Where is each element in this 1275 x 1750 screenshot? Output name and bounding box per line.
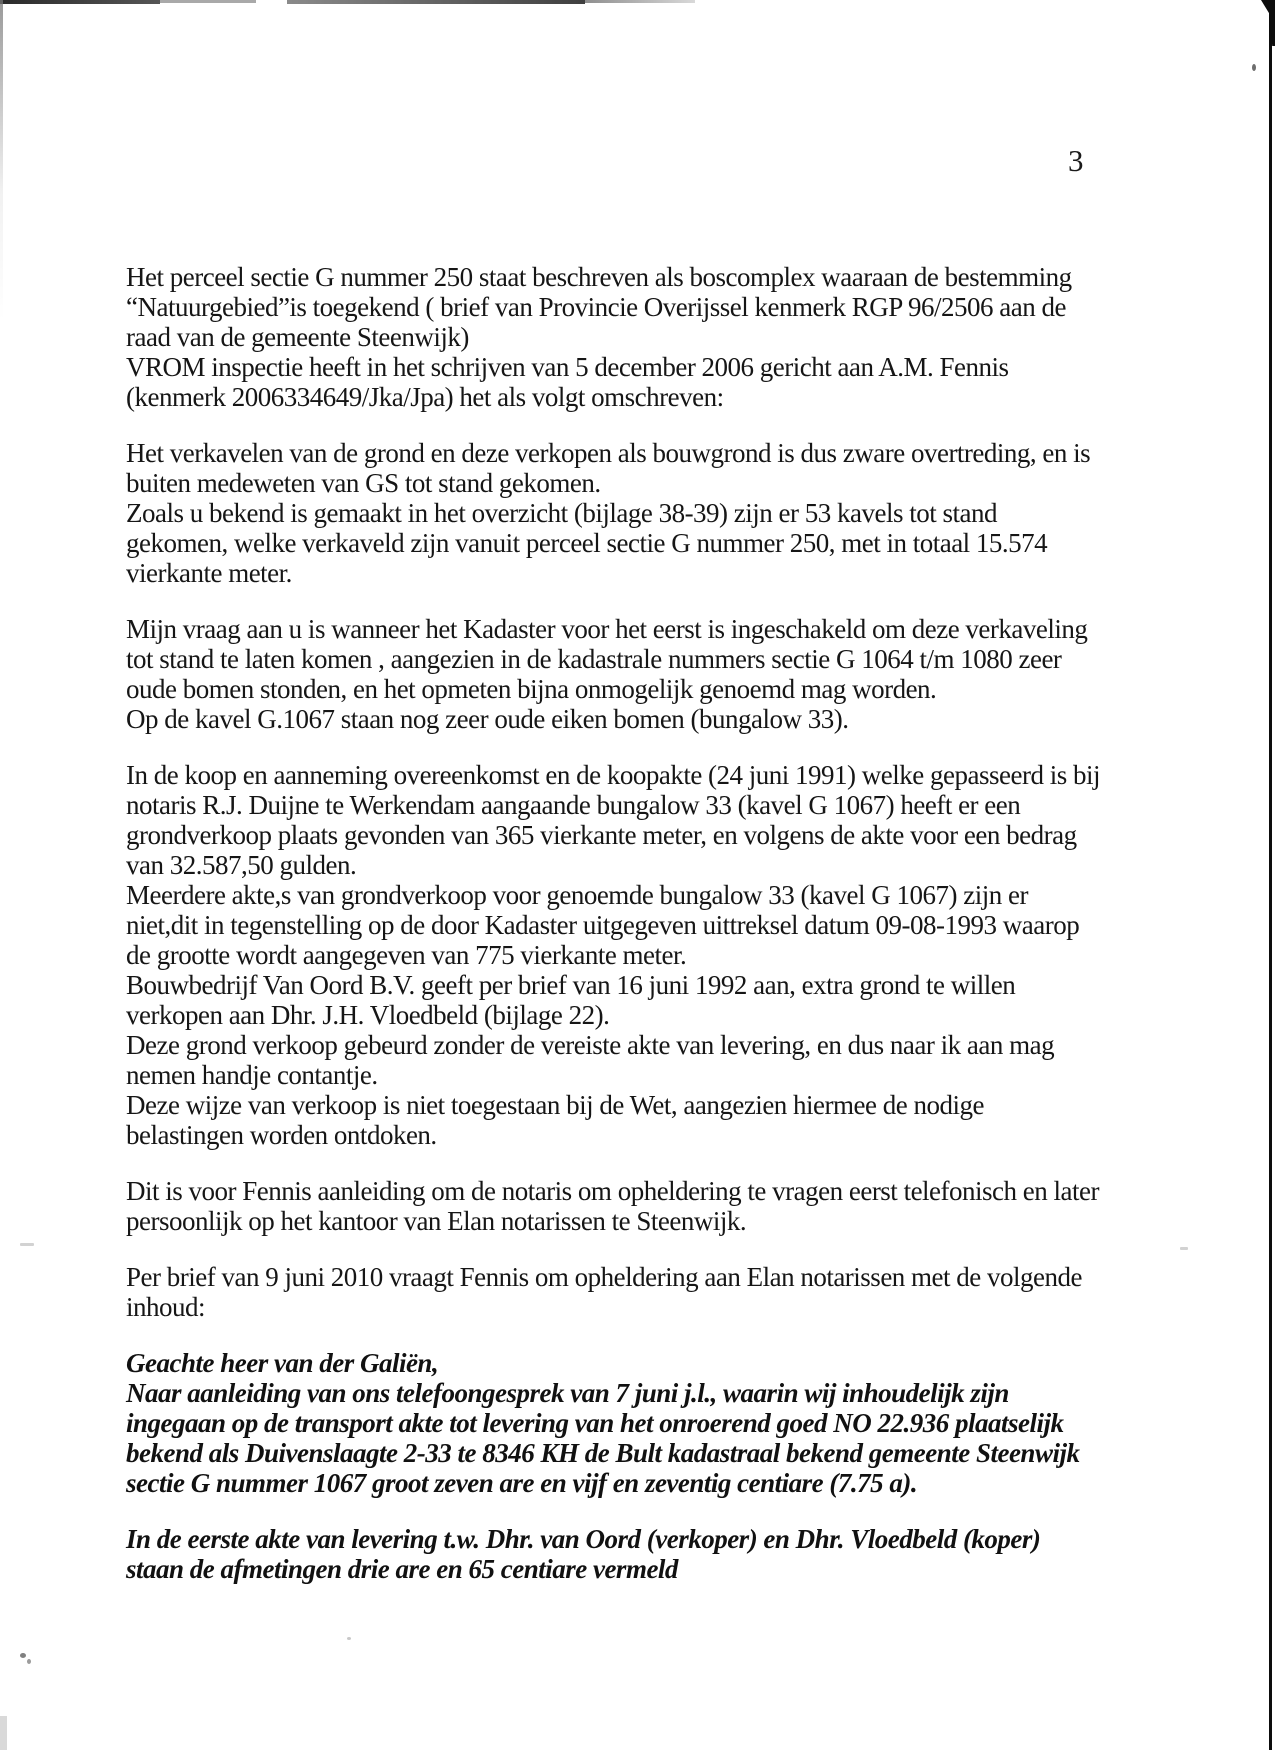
- paragraph-2: [126, 438, 1186, 588]
- text-line: niet,dit in tegenstelling op de door Kadaster uitgegeven uittreksel datum 09-08-1993 waarop: [126, 910, 1080, 940]
- page-number: 3: [1068, 143, 1084, 178]
- text-line: Deze wijze van verkoop is niet toegestaan bij de Wet, aangezien hiermee de nodige: [126, 1090, 984, 1120]
- paragraph-5: [126, 1176, 1186, 1236]
- text-line: verkopen aan Dhr. J.H. Vloedbeld (bijlage 22).: [126, 1000, 610, 1030]
- scan-speck: [1252, 64, 1256, 71]
- text-line: inhoud:: [126, 1292, 206, 1322]
- scan-artifact-top-strip: [0, 0, 160, 4]
- text-line: oude bomen stonden, en het opmeten bijna onmogelijk genoemd mag worden.: [126, 674, 937, 704]
- scan-artifact-left-edge: [0, 0, 3, 320]
- text-line: Zoals u bekend is gemaakt in het overzicht (bijlage 38-39) zijn er 53 kavels tot stand: [126, 498, 997, 528]
- text-line: “Natuurgebied”is toegekend ( brief van Provincie Overijssel kenmerk RGP 96/2506 aan de: [126, 292, 1066, 322]
- text-line: belastingen worden ontdoken.: [126, 1120, 437, 1150]
- text-line: In de koop en aanneming overeenkomst en de koopakte (24 juni 1991) welke gepasseerd is bij: [126, 760, 1100, 790]
- paragraph-1: [126, 262, 1186, 412]
- text-line: Per brief van 9 juni 2010 vraagt Fennis om opheldering aan Elan notarissen met de volgende: [126, 1262, 1082, 1292]
- document-body: [126, 262, 1186, 1610]
- paragraph-8: [126, 1524, 1186, 1584]
- text-line: bekend als Duivenslaagte 2-33 te 8346 KH de Bult kadastraal bekend gemeente Steenwijk: [126, 1438, 1080, 1468]
- text-line: sectie G nummer 1067 groot zeven are en vijf en zeventig centiare (7.75 a).: [126, 1468, 918, 1498]
- text-line: Geachte heer van der Galiën,: [126, 1348, 439, 1378]
- text-line: gekomen, welke verkaveld zijn vanuit perceel sectie G nummer 250, met in totaal 15.574: [126, 528, 1048, 558]
- text-line: van 32.587,50 gulden.: [126, 850, 357, 880]
- text-line: buiten medeweten van GS tot stand gekomen.: [126, 468, 601, 498]
- paragraph-4: [126, 760, 1186, 1150]
- text-line: Meerdere akte,s van grondverkoop voor genoemde bungalow 33 (kavel G 1067) zijn er: [126, 880, 1028, 910]
- scan-speck: [20, 1243, 34, 1246]
- text-line: (kenmerk 2006334649/Jka/Jpa) het als volgt omschreven:: [126, 382, 724, 412]
- paragraph-7: [126, 1348, 1186, 1498]
- text-line: persoonlijk op het kantoor van Elan notarissen te Steenwijk.: [126, 1206, 747, 1236]
- text-line: In de eerste akte van levering t.w. Dhr. van Oord (verkoper) en Dhr. Vloedbeld (koper): [126, 1524, 1041, 1554]
- scan-speck: [347, 1637, 351, 1640]
- text-line: Dit is voor Fennis aanleiding om de notaris om opheldering te vragen eerst telefonisch en later: [126, 1176, 1099, 1206]
- text-line: Het verkavelen van de grond en deze verkopen als bouwgrond is dus zware overtreding, en is: [126, 438, 1091, 468]
- text-line: Mijn vraag aan u is wanneer het Kadaster voor het eerst is ingeschakeld om deze verkaveling: [126, 614, 1088, 644]
- text-line: de grootte wordt aangegeven van 775 vierkante meter.: [126, 940, 687, 970]
- text-line: tot stand te laten komen , aangezien in de kadastrale nummers sectie G 1064 t/m 1080 zeer: [126, 644, 1062, 674]
- text-line: raad van de gemeente Steenwijk): [126, 322, 469, 352]
- scan-speck: [27, 1659, 31, 1664]
- text-line: Op de kavel G.1067 staan nog zeer oude eiken bomen (bungalow 33).: [126, 704, 849, 734]
- text-line: Bouwbedrijf Van Oord B.V. geeft per brief van 16 juni 1992 aan, extra grond te willen: [126, 970, 1016, 1000]
- scan-artifact-top-strip: [160, 0, 256, 3]
- text-line: vierkante meter.: [126, 558, 292, 588]
- scan-artifact-bottom-left: [0, 1716, 7, 1750]
- text-line: grondverkoop plaats gevonden van 365 vierkante meter, en volgens de akte voor een bedrag: [126, 820, 1077, 850]
- paragraph-3: [126, 614, 1186, 734]
- text-line: staan de afmetingen drie are en 65 centiare vermeld: [126, 1554, 678, 1584]
- text-line: Naar aanleiding van ons telefoongesprek van 7 juni j.l., waarin wij inhoudelijk zijn: [126, 1378, 1009, 1408]
- text-line: nemen handje contantje.: [126, 1060, 378, 1090]
- text-line: Deze grond verkoop gebeurd zonder de vereiste akte van levering, en dus naar ik aan mag: [126, 1030, 1055, 1060]
- text-line: notaris R.J. Duijne te Werkendam aangaande bungalow 33 (kavel G 1067) heeft er een: [126, 790, 1021, 820]
- scan-artifact-top-strip: [585, 0, 695, 3]
- text-line: ingegaan op de transport akte tot levering van het onroerend goed NO 22.936 plaatselijk: [126, 1408, 1064, 1438]
- scan-artifact-right-edge-line: [1269, 0, 1272, 1750]
- scan-artifact-right-edge-wedge: [1261, 0, 1275, 46]
- scan-artifact-top-strip: [287, 0, 585, 4]
- text-line: Het perceel sectie G nummer 250 staat beschreven als boscomplex waaraan de bestemming: [126, 262, 1072, 292]
- text-line: VROM inspectie heeft in het schrijven van 5 december 2006 gericht aan A.M. Fennis: [126, 352, 1009, 382]
- scan-speck: [20, 1653, 26, 1658]
- paragraph-6: [126, 1262, 1186, 1322]
